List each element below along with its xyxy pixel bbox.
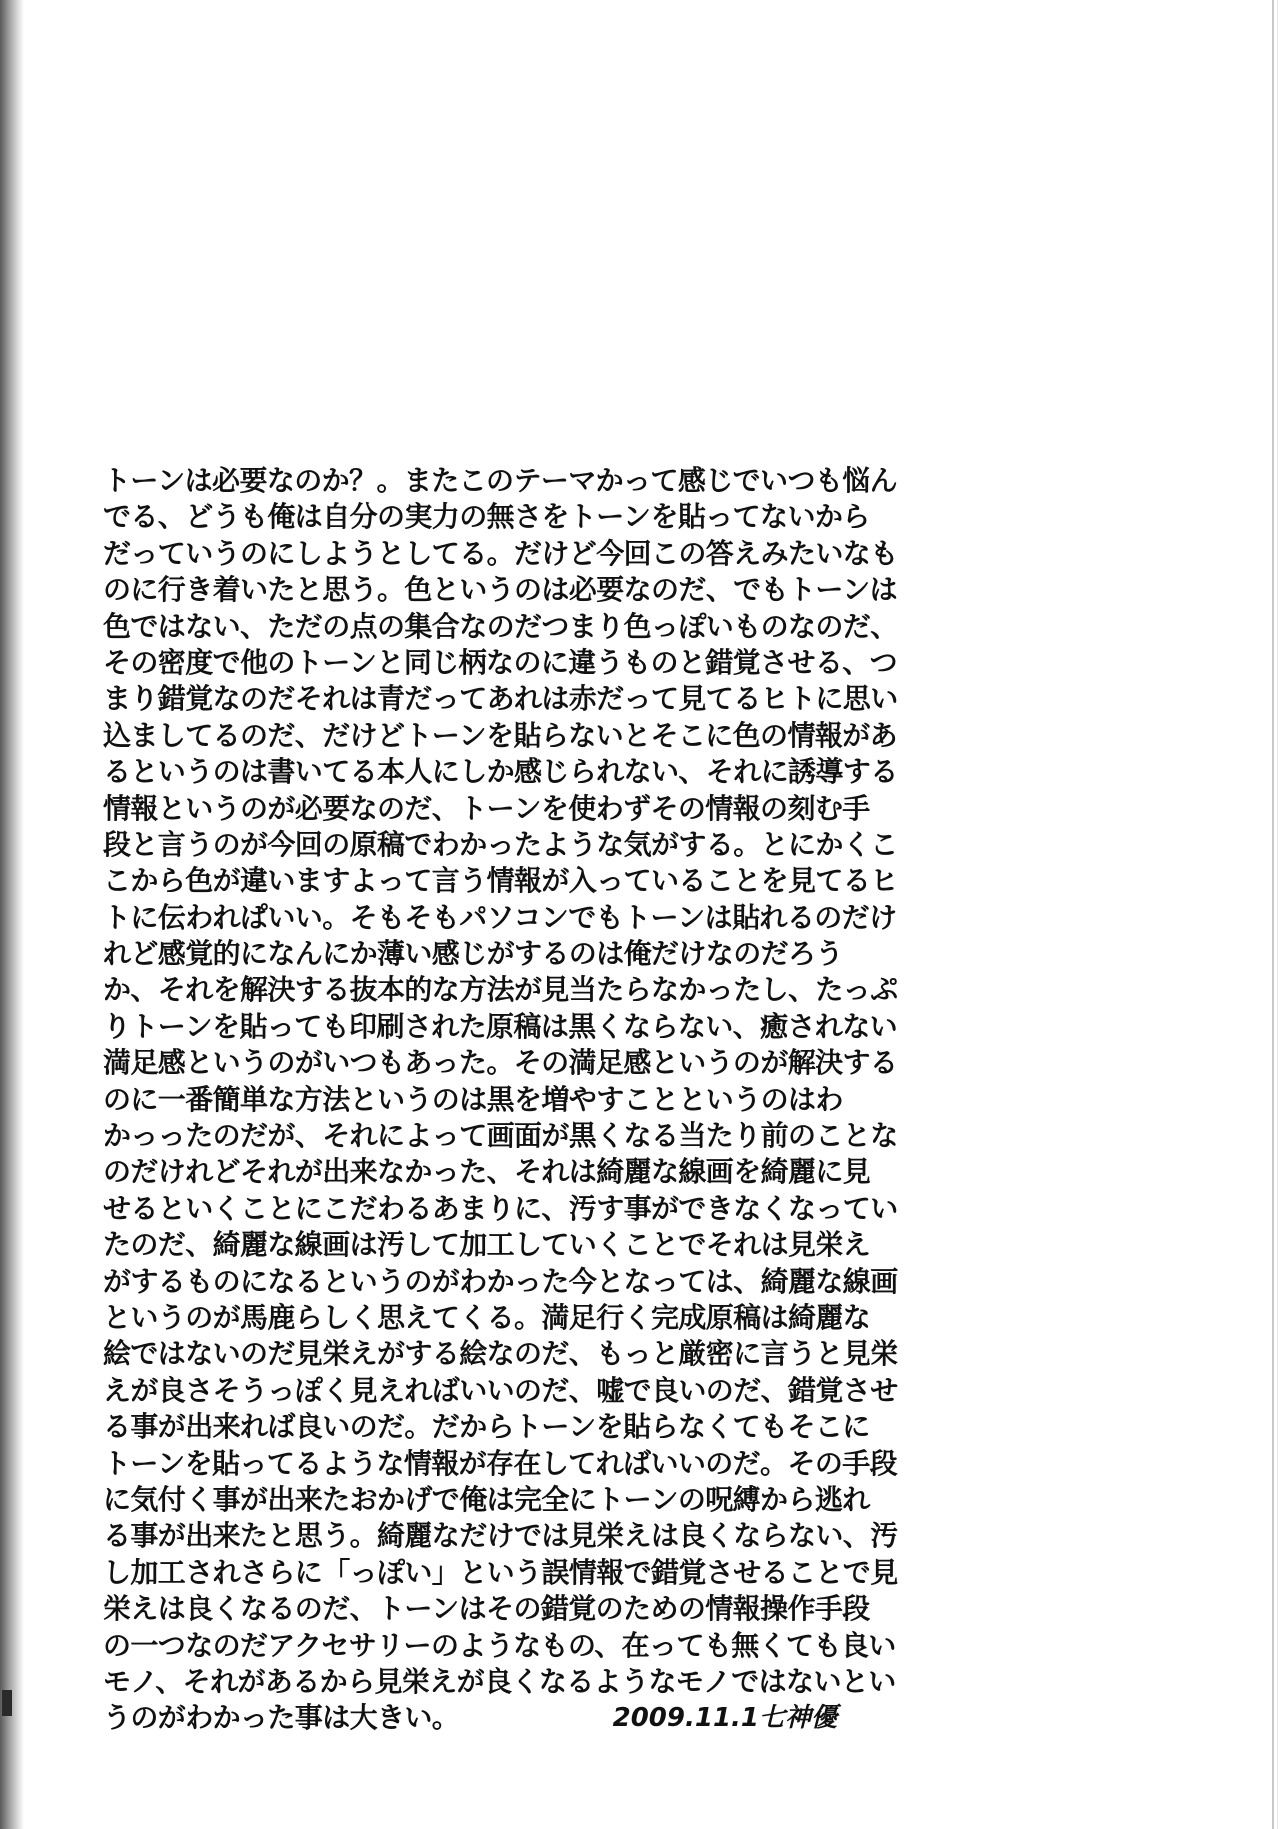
text-line: し加工されさらに「っぽい」という誤情報で錯覚させることで見 (103, 1555, 898, 1589)
text-line: の一つなのだアクセサリーのようなもの、在っても無くても良い (103, 1628, 896, 1662)
text-line: その密度で他のトーンと同じ柄なのに違うものと錯覚させる、つ (103, 645, 898, 679)
text-line: でる、どうも俺は自分の実力の無さをトーンを貼ってないから (103, 500, 870, 534)
text-line: 栄えは良くなるのだ、トーンはその錯覚のための情報操作手段 (103, 1592, 870, 1626)
page-edge-line (1272, 0, 1274, 1829)
text-line: のに行き着いたと思う。色というのは必要なのだ、でもトーンは (103, 573, 898, 607)
text-line: る事が出来れば良いのだ。だからトーンを貼らなくてもそこに (103, 1410, 870, 1444)
afterword-text (103, 463, 898, 1737)
text-line: 情報というのが必要なのだ、トーンを使わずその情報の刻む手 (103, 791, 870, 825)
text-line: というのが馬鹿らしく思えてくる。満足行く完成原稿は綺麗な (103, 1300, 871, 1334)
text-line: るというのは書いてる本人にしか感じられない、それに誘導する (103, 755, 898, 789)
text-line: 色ではない、ただの点の集合なのだつまり色っぽいものなのだ、 (103, 609, 898, 643)
final-row (103, 1700, 843, 1736)
text-line: かっったのだが、それによって画面が黒くなる当たり前のことな (103, 1119, 898, 1153)
text-line: たのだ、綺麗な線画は汚して加工していくことでそれは見栄え (103, 1228, 871, 1262)
text-line: りトーンを貼っても印刷された原稿は黒くならない、癒されない (103, 1009, 898, 1043)
text-line: まり錯覚なのだそれは青だってあれは赤だって見てるヒトに思い (103, 682, 898, 716)
text-line: トーンを貼ってるような情報が存在してればいいのだ。その手段 (103, 1446, 898, 1480)
text-line: 絵ではないのだ見栄えがする絵なのだ、もっと厳密に言うと見栄 (103, 1337, 898, 1371)
text-line: に気付く事が出来たおかげで俺は完全にトーンの呪縛から逃れ (103, 1482, 870, 1516)
binding-mark (2, 1690, 12, 1716)
text-line: 満足感というのがいつもあった。その満足感というのが解決する (103, 1046, 898, 1080)
text-line: る事が出来たと思う。綺麗なだけでは見栄えは良くならない、汚 (103, 1519, 898, 1553)
text-line-last: うのがわかった事は大きい。 (103, 1701, 460, 1735)
text-line: こから色が違いますよって言う情報が入っていることを見てるヒ (103, 864, 898, 898)
text-line: れど感覚的になんにか薄い感じがするのは俺だけなのだろう (103, 937, 843, 971)
text-line: か、それを解決する抜本的な方法が見当たらなかったし、たっぷ (103, 973, 898, 1007)
text-line: トに伝われぱいい。そもそもパソコンでもトーンは貼れるのだけ (103, 900, 897, 934)
text-line: がするものになるというのがわかった今となっては、綺麗な線画 (103, 1264, 898, 1298)
text-line: 込ましてるのだ、だけどトーンを貼らないとそこに色の情報があ (103, 718, 898, 752)
text-line: のに一番簡単な方法というのは黒を増やすことというのはわ (103, 1082, 843, 1116)
gutter-shadow (0, 0, 24, 1829)
text-line: モノ、それがあるから見栄えが良くなるようなモノではないとい (103, 1664, 896, 1698)
text-line: 段と言うのが今回の原稿でわかったような気がする。とにかくこ (103, 827, 898, 861)
text-line: のだけれどそれが出来なかった、それは綺麗な線画を綺麗に見 (103, 1155, 871, 1189)
date-signature: 2009.11.1七神優 (612, 1703, 837, 1734)
text-line: だっていうのにしようとしてる。だけど今回この答えみたいなも (103, 536, 898, 570)
text-line: えが良さそうっぽく見えればいいのだ、嘘で良いのだ、錯覚させ (103, 1373, 898, 1407)
text-line: トーンは必要なのか？。またこのテーマかって感じでいつも悩ん (103, 464, 898, 497)
text-line: せるといくことにこだわるあまりに、汚す事ができなくなってい (103, 1191, 898, 1225)
page-edge-line-inner (1277, 0, 1278, 1829)
